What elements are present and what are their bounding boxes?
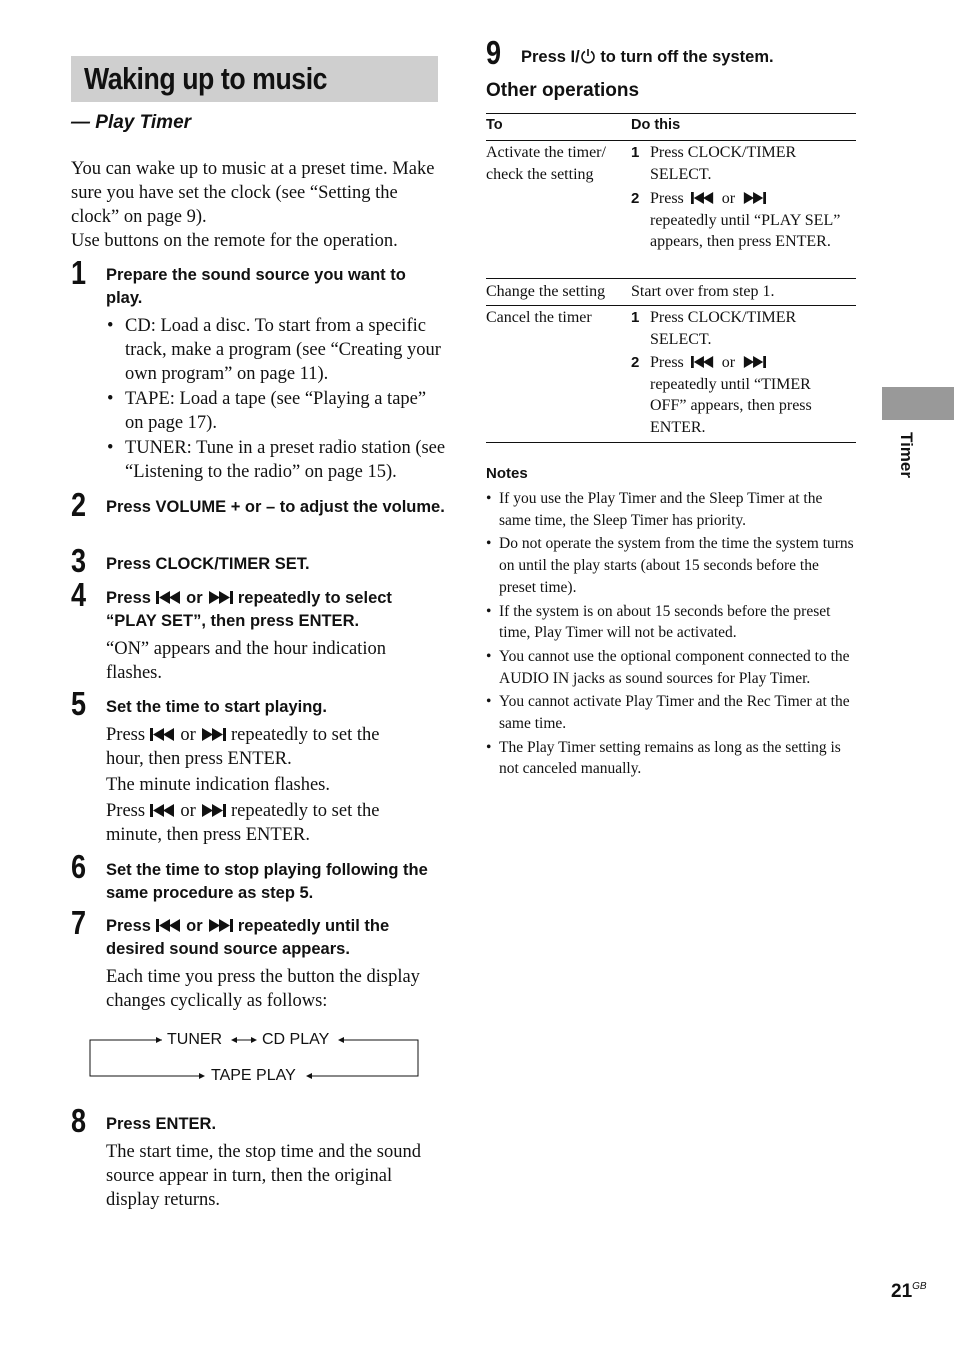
step-number: 4	[71, 576, 87, 613]
skip-previous-icon	[150, 804, 176, 817]
step-body	[106, 723, 446, 847]
step-body-text: or	[180, 725, 196, 745]
skip-previous-icon	[688, 356, 718, 368]
table-step-number: 2	[631, 354, 640, 371]
note-item: • The Play Timer setting remains as long as the setting is not canceled manually.	[486, 737, 856, 780]
table-rule	[486, 113, 856, 114]
page-number-suffix: GB	[912, 1281, 927, 1292]
table-cell: Cancel the timer	[486, 309, 592, 326]
step-body-text: Press	[106, 801, 146, 821]
step-number: 6	[71, 848, 87, 885]
step-title-text: or	[186, 589, 203, 607]
skip-next-icon	[207, 919, 233, 932]
step-title-text: or	[186, 917, 203, 935]
page-subtitle: — Play Timer	[71, 112, 192, 133]
skip-next-icon	[200, 728, 226, 741]
step-body-text: Press	[106, 725, 146, 745]
step-number: 2	[71, 486, 87, 523]
table-cell-text: Press	[650, 190, 684, 207]
skip-next-icon	[200, 804, 226, 817]
step-body: The start time, the stop time and the sound source appear in turn, then the original display returns.	[106, 1142, 421, 1210]
title-banner	[71, 56, 438, 102]
table-step-number: 1	[631, 144, 640, 161]
table-cell	[650, 188, 850, 253]
step-number: 9	[486, 34, 502, 71]
step-title-text: Press I/	[521, 48, 580, 66]
step-title-text: Press	[106, 589, 151, 607]
table-step-number: 2	[631, 190, 640, 207]
list-item: • CD: Load a disc. To start from a specific track, make a program (see “Creating your own program” on page 11).	[106, 314, 446, 386]
step-body-text: or	[180, 801, 196, 821]
section-heading: Other operations	[486, 80, 640, 101]
step-title	[521, 46, 861, 69]
step-number: 3	[71, 542, 87, 579]
note-item: • If you use the Play Timer and the Sleep Timer at the same time, the Sleep Timer has priority.	[486, 488, 856, 531]
section-side-tab	[882, 387, 954, 420]
table-rule	[486, 140, 856, 141]
table-rule	[486, 278, 856, 279]
notes-list	[486, 488, 856, 782]
page-number-value: 21	[891, 1281, 913, 1302]
table-cell: Press CLOCK/TIMER SELECT.	[650, 309, 797, 348]
step-number: 5	[71, 685, 87, 722]
table-cell-text: or	[721, 190, 736, 207]
table-rule	[486, 442, 856, 443]
step-title-text: Press	[106, 917, 151, 935]
step-bullets	[106, 314, 446, 485]
step-title-text: repeatedly to select	[237, 589, 392, 607]
page-number	[891, 1281, 927, 1303]
skip-previous-icon	[156, 919, 182, 932]
skip-previous-icon	[156, 591, 182, 604]
skip-next-icon	[739, 356, 769, 368]
intro	[71, 157, 443, 253]
step-title: Press ENTER.	[106, 1115, 217, 1133]
step-number: 8	[71, 1102, 87, 1139]
note-item: • If the system is on about 15 seconds before the preset time, Play Timer will not be activated.	[486, 601, 856, 644]
intro-paragraph: You can wake up to music at a preset time. Make sure you have set the clock (see “Setting the clock” on page 9).	[71, 159, 435, 227]
step-title: Press CLOCK/TIMER SET.	[106, 555, 310, 573]
step-body-text: repeatedly to set the	[230, 801, 380, 821]
step-body-text: The minute indication flashes.	[106, 775, 330, 795]
list-item: • TAPE: Load a tape (see “Playing a tape” on page 17).	[106, 387, 446, 435]
notes-heading: Notes	[486, 465, 528, 482]
table-cell-text: repeatedly until “PLAY SEL” appears, then press ENTER.	[650, 211, 841, 250]
table-cell-text: Press	[650, 354, 684, 371]
step-body-text: repeatedly to set the	[230, 725, 380, 745]
step-title	[106, 587, 446, 633]
step-title-text: desired sound source appears.	[106, 940, 350, 958]
list-item: • TUNER: Tune in a preset radio station (see “Listening to the radio” on page 15).	[106, 436, 446, 484]
table-header-do: Do this	[631, 117, 681, 133]
cycle-tape-play-label: TAPE PLAY	[211, 1067, 296, 1084]
page-title: Waking up to music	[84, 61, 328, 96]
step-title-text: repeatedly until the	[237, 917, 390, 935]
step-title	[106, 915, 446, 961]
note-item: • You cannot activate Play Timer and the Rec Timer at the same time.	[486, 691, 856, 734]
cycle-diagram	[88, 1030, 423, 1082]
table-cell-text: or	[721, 354, 736, 371]
step-body-text: minute, then press ENTER.	[106, 825, 310, 845]
step-title: Prepare the sound source you want to play.	[106, 266, 406, 307]
cycle-tuner-label: TUNER	[167, 1031, 223, 1048]
step-title: Press VOLUME + or – to adjust the volume.	[106, 498, 445, 516]
skip-previous-icon	[688, 192, 718, 204]
table-cell: Press CLOCK/TIMER SELECT.	[650, 144, 797, 183]
skip-next-icon	[207, 591, 233, 604]
table-cell: Activate the timer/ check the setting	[486, 144, 606, 183]
table-cell: Change the setting	[486, 283, 606, 300]
table-rule	[486, 305, 856, 306]
step-number: 1	[71, 254, 87, 291]
note-item: • You cannot use the optional component connected to the AUDIO IN jacks as sound sources for Play Timer.	[486, 646, 856, 689]
intro-paragraph: Use buttons on the remote for the operation.	[71, 231, 398, 251]
cycle-cd-play-label: CD PLAY	[262, 1031, 330, 1048]
step-title-text: “PLAY SET”, then press ENTER.	[106, 612, 360, 630]
step-body: Each time you press the button the display changes cyclically as follows:	[106, 967, 420, 1011]
step-title: Set the time to stop playing following the same procedure as step 5.	[106, 861, 428, 902]
note-item: • Do not operate the system from the time the system turns on until the play starts (about 15 seconds before the preset time).	[486, 533, 856, 598]
step-body-text: hour, then press ENTER.	[106, 749, 292, 769]
table-cell-text: repeatedly until “TIMER OFF” appears, then press ENTER.	[650, 375, 812, 436]
side-tab-label: Timer	[897, 432, 916, 478]
table-cell	[650, 352, 850, 438]
table-header-to: To	[486, 117, 503, 133]
power-icon	[580, 48, 596, 64]
step-title-text: to turn off the system.	[600, 48, 774, 66]
step-body: “ON” appears and the hour indication flashes.	[106, 639, 386, 683]
skip-next-icon	[739, 192, 769, 204]
step-number: 7	[71, 904, 87, 941]
step-title: Set the time to start playing.	[106, 698, 327, 716]
table-cell: Start over from step 1.	[631, 283, 775, 300]
table-step-number: 1	[631, 309, 640, 326]
skip-previous-icon	[150, 728, 176, 741]
